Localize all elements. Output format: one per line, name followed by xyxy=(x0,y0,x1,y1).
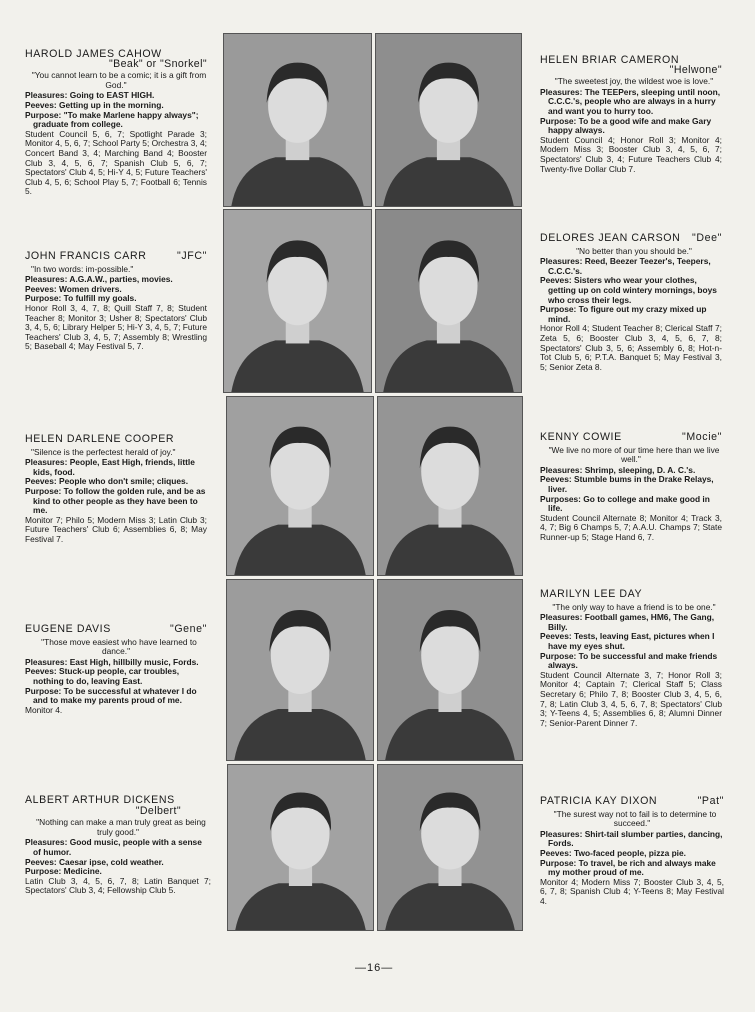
student-purpose: To figure out my crazy mixed up mind. xyxy=(548,304,707,324)
portrait-cooper xyxy=(226,396,374,576)
student-activities: Monitor 7; Philo 5; Modern Miss 3; Latin Club 3; Future Teachers' Club 6; Assemblies 6, 8; May Festival 7. xyxy=(25,514,207,544)
student-pleasures: Going to EAST HIGH. xyxy=(69,90,155,101)
bio-davis xyxy=(25,625,207,715)
student-purpose: Medicine. xyxy=(63,866,102,877)
student-nickname: "Gene" xyxy=(169,623,207,635)
student-activities: Honor Roll 4; Student Teacher 8; Clerical Staff 7; Zeta 5, 6; Booster Club 3, 4, 5, 6, 7, 8; Spectators' Club 3, 5, 6; Assembly 6, 8; Hot-n-Tot Club 5, 6; P.T.A. Banquet 5; May Festival 3, 5; Senior Zeta 8. xyxy=(540,323,722,372)
bio-day xyxy=(540,590,722,728)
student-nickname: "Mocie" xyxy=(682,431,722,443)
student-activities: Student Council 4; Honor Roll 3; Monitor 4; Modern Miss 3; Booster Club 3, 4, 5, 6, 7; Spectators' Club 3, 4; Future Teachers Club 4; Twenty-five Dollar Club 7. xyxy=(540,134,722,174)
student-purpose: To travel, be rich and always make my mother proud of me. xyxy=(548,857,716,878)
student-quote: "You cannot learn to be a comic; it is a gift from God." xyxy=(31,70,207,90)
student-name: HELEN DARLENE COOPER xyxy=(25,433,175,445)
bio-cahow xyxy=(25,50,207,197)
student-peeves: Two-faced people, pizza pie. xyxy=(574,847,686,858)
student-name: EUGENE DAVIS xyxy=(25,623,111,635)
pleasures-label: Pleasures: xyxy=(25,274,68,285)
portrait-day xyxy=(377,579,523,761)
bio-cowie xyxy=(540,433,722,543)
student-nickname: "Beak" or "Snorkel" xyxy=(108,57,207,70)
student-pleasures: Shirt-tail slumber parties, dancing, Fords. xyxy=(548,828,723,849)
bio-dixon xyxy=(540,797,724,907)
purpose-label: Purpose: xyxy=(540,857,577,868)
student-activities: Student Council 5, 6, 7; Spotlight Parade 3; Monitor 4, 5, 6, 7; School Party 5; Orchestra 3, 4; Concert Band 3, 4; Marching Band 4; Booster Club 3, 4, 5, 6, 7; Spanish Club 5, 6, 7; Spectators' Club 4, 5; Hi-Y 4, 5; Future Teachers' Club 4, 5, 6; School Play 5, 7; Football 6; Tennis 5. xyxy=(25,128,208,197)
student-name: PATRICIA KAY DIXON xyxy=(540,795,658,807)
student-activities: Monitor 4; Modern Miss 7; Booster Club 3, 4, 5, 6, 7, 8; Spanish Club 4; Y-Teens 8; May Festival 4. xyxy=(540,876,724,906)
peeves-label: Peeves: xyxy=(25,476,57,487)
student-purpose: "To make Marlene happy always"; graduate from college. xyxy=(33,109,199,130)
peeves-label: Peeves: xyxy=(540,631,572,642)
student-name: HAROLD JAMES CAHOW xyxy=(25,48,162,60)
student-purpose: To follow the golden rule, and be as kind to other people as they have been to me. xyxy=(33,485,206,516)
student-peeves: Sisters who wear your clothes, getting up on cold wintery mornings, boys who cross their legs. xyxy=(548,275,717,305)
purpose-label: Purpose: xyxy=(25,109,62,120)
student-quote: "The only way to have a friend is to be one." xyxy=(552,601,716,612)
student-quote: "We live no more of our time here than we live well." xyxy=(548,444,720,465)
student-nickname: "JFC" xyxy=(177,250,207,262)
student-peeves: Caesar ipse, cold weather. xyxy=(59,856,164,867)
student-activities: Honor Roll 3, 4, 7, 8; Quill Staff 7, 8; Student Teacher 8; Monitor 3; Usher 8; Spectators' Club 3, 4, 5, 6; Library Helper 5; Hi-Y 3, 4, 5, 7; Future Teachers' Club 3, 4, 5, 7; Assembly 8; Wrestling 5; Baseball 4; May Festival 5, 7. xyxy=(25,302,207,352)
student-pleasures: Shrimp, sleeping, D. A. C.'s. xyxy=(584,464,696,475)
purposes-label: Purposes: xyxy=(540,493,581,504)
student-peeves: Stumble bums in the Drake Relays, liver. xyxy=(548,474,714,494)
student-name: DELORES JEAN CARSON xyxy=(540,232,681,244)
bio-carson xyxy=(540,234,722,372)
portrait-dickens xyxy=(227,764,374,931)
peeves-label: Peeves: xyxy=(25,856,57,867)
student-name: JOHN FRANCIS CARR xyxy=(25,250,147,262)
portrait-cowie xyxy=(377,396,523,576)
student-quote: "The sweetest joy, the wildest woe is love." xyxy=(554,76,714,87)
student-pleasures: East High, hillbilly music, Fords. xyxy=(69,656,199,667)
student-peeves: Tests, leaving East, pictures when I have my eyes shut. xyxy=(548,631,715,651)
student-name: KENNY COWIE xyxy=(540,431,622,443)
pleasures-label: Pleasures: xyxy=(25,457,68,468)
student-activities: Monitor 4. xyxy=(25,704,63,715)
student-activities: Student Council Alternate 3, 7; Honor Roll 3; Monitor 4; Captain 7; Clerical Staff 5; Class Secretary 6; Philo 7, 8; Booster Club 3, 4, 5, 6, 7, 8; Latin Club 3, 4, 5, 6, 7, 8; Spectators' Club 3; Y-Teens 4, 5; Assemblies 6, 8; Alumni Dinner 7; Senior-Parent Dinner 7. xyxy=(540,669,722,728)
pleasures-label: Pleasures: xyxy=(25,656,68,667)
student-nickname: "Pat" xyxy=(697,795,724,807)
student-quote: "In two words: im-possible." xyxy=(31,263,134,274)
portrait-dixon xyxy=(377,764,523,931)
portrait-davis xyxy=(226,579,374,761)
pleasures-label: Pleasures: xyxy=(25,837,68,848)
student-activities: Student Council Alternate 8; Monitor 4; Track 3, 4, 7; Big 6 Champs 5, 7; A.A.U. Champs 7; State Runner-up 5; Stage Hand 6, 7. xyxy=(540,512,722,542)
portrait-carson xyxy=(375,209,522,393)
pleasures-label: Pleasures: xyxy=(25,90,68,101)
student-purpose: To be successful and make friends always. xyxy=(548,650,718,671)
purpose-label: Purpose: xyxy=(25,685,62,696)
peeves-label: Peeves: xyxy=(25,283,57,294)
purpose-label: Purpose: xyxy=(25,866,62,877)
peeves-label: Peeves: xyxy=(25,666,57,677)
peeves-label: Peeves: xyxy=(540,847,572,858)
student-purpose: To be successful at whatever I do and to make my parents proud of me. xyxy=(33,685,197,706)
bio-cameron xyxy=(540,56,722,174)
student-quote: "Silence is the perfectest herald of joy." xyxy=(31,446,176,457)
bio-carr xyxy=(25,252,207,352)
peeves-label: Peeves: xyxy=(540,275,572,286)
peeves-label: Peeves: xyxy=(540,474,572,485)
pleasures-label: Pleasures: xyxy=(540,464,583,475)
student-peeves: People who don't smile; cliques. xyxy=(59,476,189,487)
student-pleasures: People, East High, friends, little kids, food. xyxy=(33,457,195,477)
student-name: ALBERT ARTHUR DICKENS xyxy=(25,794,175,806)
student-quote: "No better than you should be." xyxy=(576,245,692,256)
purpose-label: Purpose: xyxy=(540,650,577,661)
bio-dickens xyxy=(25,796,211,896)
student-quote: "The surest way not to fail is to determine to succeed." xyxy=(553,808,717,829)
student-pleasures: A.G.A.W., parties, movies. xyxy=(69,274,173,285)
student-activities: Latin Club 3, 4, 5, 6, 7, 8; Latin Banquet 7; Spectators' Club 3, 4; Fellowship Club 5. xyxy=(25,875,211,896)
portrait-cahow xyxy=(223,33,372,207)
student-nickname: "Delbert" xyxy=(135,804,181,817)
purpose-label: Purpose: xyxy=(540,304,577,315)
student-pleasures: Good music, people with a sense of humor. xyxy=(33,837,202,857)
student-quote: "Those move easiest who have learned to dance." xyxy=(41,636,197,657)
student-peeves: Getting up in the morning. xyxy=(59,99,164,110)
student-quote: "Nothing can make a man truly great as being truly good." xyxy=(36,817,206,837)
student-pleasures: The TEEPers, sleeping until noon, C.C.C.'s, people who are always in a hurry and want you to hurry too. xyxy=(548,86,721,116)
student-pleasures: Football games, HM6, The Gang, Billy. xyxy=(548,612,715,632)
pleasures-label: Pleasures: xyxy=(540,828,583,839)
portrait-carr xyxy=(223,209,372,393)
student-nickname: "Helwone" xyxy=(669,63,722,76)
student-name: HELEN BRIAR CAMERON xyxy=(540,54,680,66)
student-name: MARILYN LEE DAY xyxy=(540,588,643,600)
purpose-label: Purpose: xyxy=(540,115,577,126)
student-purpose: Go to college and make good in life. xyxy=(548,493,710,514)
peeves-label: Peeves: xyxy=(25,99,57,110)
student-peeves: Stuck-up people, car troubles, nothing to do, leaving East. xyxy=(33,666,180,686)
student-purpose: To fulfill my goals. xyxy=(63,293,137,304)
portrait-cameron xyxy=(375,33,522,207)
student-purpose: To be a good wife and make Gary happy always. xyxy=(548,115,712,136)
pleasures-label: Pleasures: xyxy=(540,256,583,267)
purpose-label: Purpose: xyxy=(25,485,62,496)
pleasures-label: Pleasures: xyxy=(540,86,583,97)
student-nickname: "Dee" xyxy=(692,232,722,244)
pleasures-label: Pleasures: xyxy=(540,612,583,623)
purpose-label: Purpose: xyxy=(25,293,62,304)
bio-cooper xyxy=(25,435,207,545)
page-number: —16— xyxy=(355,962,394,974)
student-pleasures: Reed, Beezer Teezer's, Teepers, C.C.C.'s. xyxy=(548,256,711,276)
student-peeves: Women drivers. xyxy=(59,283,122,294)
